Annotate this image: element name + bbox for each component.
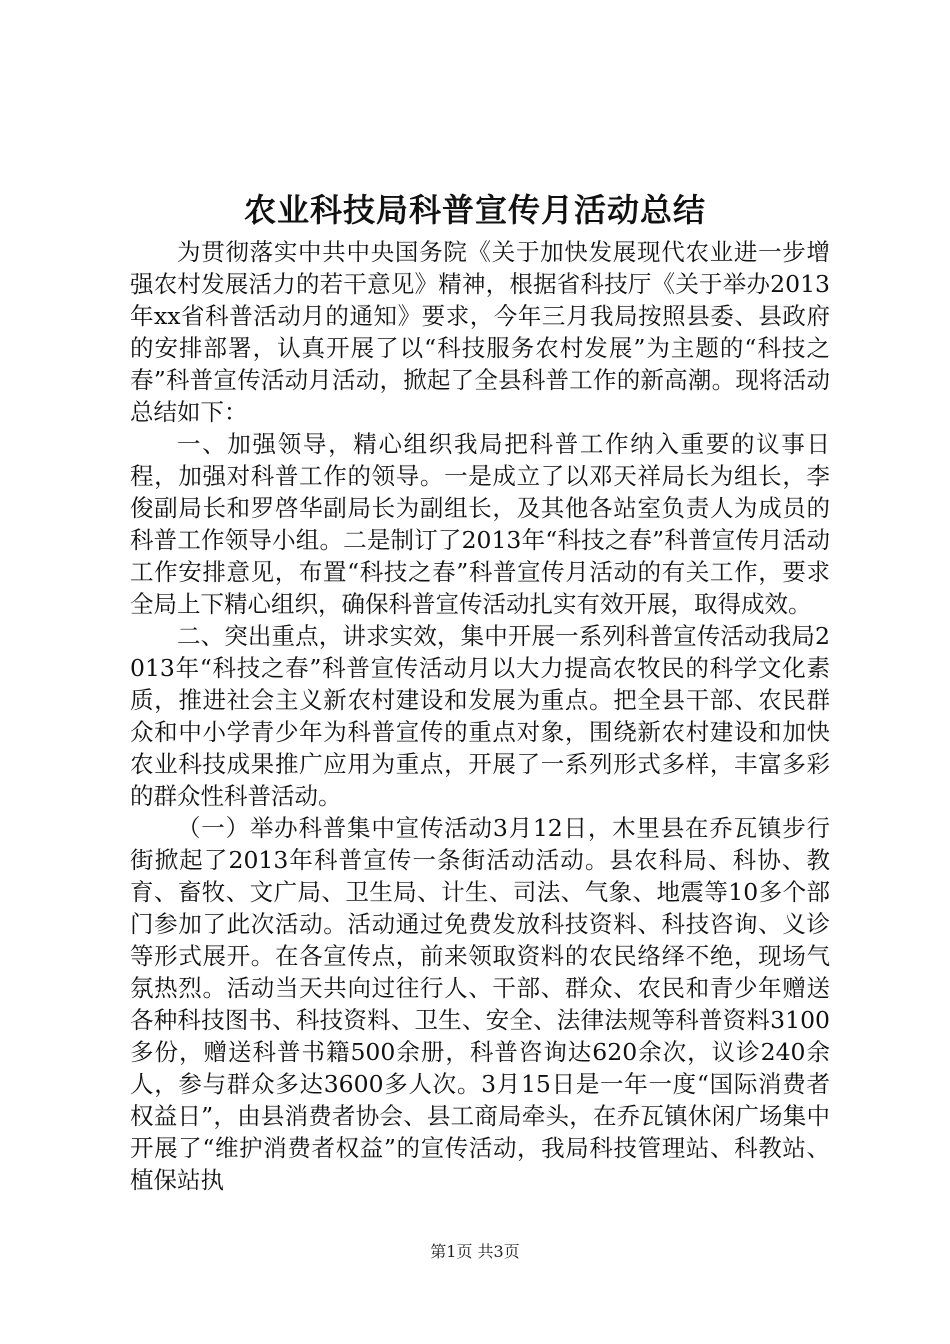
paragraph-section-1: 一、加强领导，精心组织我局把科普工作纳入重要的议事日程，加强对科普工作的领导。一是成立了以邓天祥局长为组长，李俊副局长和罗啓华副局长为副组长，及其他各站室负责人为成员的科普工作领导小组。二是制订了2013年“科技之春”科普宣传月活动工作安排意见，布置“科技之春”科普宣传月活动的有关工作，要求全局上下精心组织，确保科普宣传活动扎实有效开展，取得成效。 <box>130 430 830 618</box>
document-title: 农业科技局科普宣传月活动总结 <box>243 191 706 229</box>
paragraph-section-2: 二、突出重点，讲求实效，集中开展一系列科普宣传活动我局2013年“科技之春”科普宣传活动月以大力提高农牧民的科学文化素质，推进社会主义新农村建设和发展为重点。把全县干部、农民群众和中小学青少年为科普宣传的重点对象，围绕新农村建设和加快农业科技成果推广应用为重点，开展了一系列形式多样，丰富多彩的群众性科普活动。 <box>130 622 830 810</box>
paragraph-section-2-1: （一）举办科普集中宣传活动3月12日，木里县在乔瓦镇步行街掀起了2013年科普宣传一条街活动活动。县农科局、科协、教育、畜牧、文广局、卫生局、计生、司法、气象、地震等10多个部门参加了此次活动。活动通过免费发放科技资料、科技咨询、义诊等形式展开。在各宣传点，前来领取资料的农民络绎不绝，现场气氛热烈。活动当天共向过往行人、干部、群众、农民和青少年赠送各种科技图书、科技资料、卫生、安全、法律法规等科普资料3100多份，赠送科普书籍500余册，科普咨询达620余次，议诊240余人，参与群众多达3600多人次。3月15日是一年一度“国际消费者权益日”，由县消费者协会、县工商局牵头，在乔瓦镇休闲广场集中开展了“维护消费者权益”的宣传活动，我局科技管理站、科教站、植保站执 <box>130 814 830 1194</box>
paragraph-intro: 为贯彻落实中共中央国务院《关于加快发展现代农业进一步增强农村发展活力的若干意见》精神，根据省科技厅《关于举办2013年xx省科普活动月的通知》要求，今年三月我局按照县委、县政府的安排部署，认真开展了以“科技服务农村发展”为主题的“科技之春”科普宣传活动月活动，掀起了全县科普工作的新高潮。现将活动总结如下： <box>130 238 830 426</box>
document-body <box>130 236 830 1196</box>
page-footer: 第1页 共3页 <box>430 1242 520 1261</box>
